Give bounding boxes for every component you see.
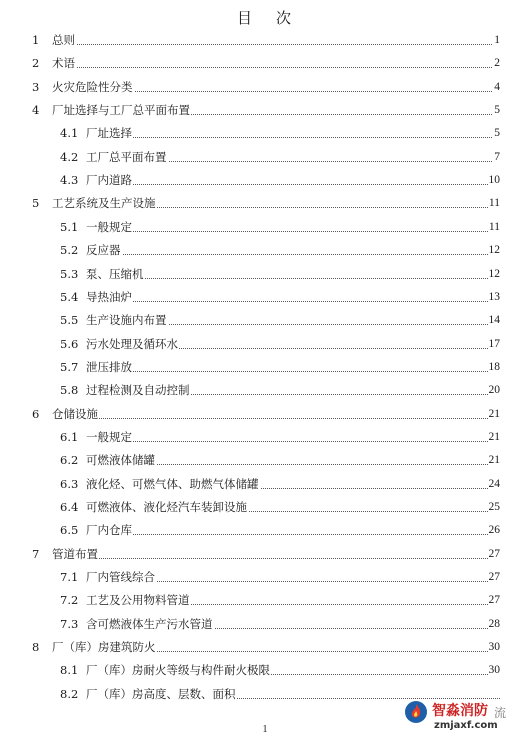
toc-entry-label: 泵、压缩机 bbox=[86, 264, 145, 284]
toc-entry-label: 术语 bbox=[52, 53, 76, 73]
toc-entry[interactable] bbox=[0, 474, 530, 494]
toc-entry[interactable] bbox=[0, 77, 530, 97]
toc-entry[interactable] bbox=[0, 100, 530, 120]
toc-entry-label: 厂内道路 bbox=[86, 170, 133, 190]
toc-entry-number: 5 bbox=[32, 196, 40, 211]
toc-entry-number: 4.3 bbox=[60, 173, 79, 188]
toc-entry-number: 4.2 bbox=[60, 149, 79, 164]
toc-entry[interactable] bbox=[0, 567, 530, 587]
toc-entry[interactable] bbox=[0, 357, 530, 377]
toc-entry-label: 总则 bbox=[52, 30, 76, 50]
toc-entry-number: 8.2 bbox=[60, 686, 79, 701]
toc-entry-label: 一般规定 bbox=[86, 217, 133, 237]
toc-entry-page: 25 bbox=[488, 497, 501, 517]
toc-entry[interactable] bbox=[0, 147, 530, 167]
title-part-2: 次 bbox=[276, 9, 294, 27]
toc-leader-dots bbox=[86, 534, 500, 535]
toc-leader-dots bbox=[86, 137, 500, 138]
toc-entry-number: 5.7 bbox=[60, 359, 79, 374]
toc-entry-page: 11 bbox=[488, 217, 500, 237]
toc-entry-number: 4 bbox=[32, 103, 40, 118]
toc-entry[interactable] bbox=[0, 637, 530, 657]
toc-entry-page: 7 bbox=[493, 147, 500, 167]
toc-entry-label: 厂址选择 bbox=[86, 123, 133, 143]
toc-entry-page: 20 bbox=[488, 380, 501, 400]
toc-leader-dots bbox=[86, 278, 500, 279]
toc-entry-page: 28 bbox=[488, 614, 501, 634]
page-title bbox=[0, 7, 530, 28]
toc-entry[interactable] bbox=[0, 264, 530, 284]
toc-entry-page: 26 bbox=[488, 520, 501, 540]
toc-entry[interactable] bbox=[0, 660, 530, 680]
toc-entry-page: 13 bbox=[488, 287, 501, 307]
toc-entry-label: 管道布置 bbox=[52, 544, 99, 564]
toc-entry-number: 6.3 bbox=[60, 476, 79, 491]
toc-entry-page: 21 bbox=[488, 427, 501, 447]
toc-entry-number: 5.5 bbox=[60, 313, 79, 328]
toc-entry-label: 厂（库）房耐火等级与构件耐火极限 bbox=[86, 660, 271, 680]
toc-entry-label: 厂（库）房高度、层数、面积 bbox=[86, 684, 237, 704]
toc-entry-number: 8.1 bbox=[60, 663, 79, 678]
toc-leader-dots bbox=[86, 371, 500, 372]
toc-entry-page: 5 bbox=[493, 123, 500, 143]
toc-entry[interactable] bbox=[0, 404, 530, 424]
toc-leader-dots bbox=[86, 231, 500, 232]
toc-entry-number: 3 bbox=[32, 79, 40, 94]
title-part-1: 目 bbox=[236, 9, 254, 27]
toc-entry-label: 工艺及公用物料管道 bbox=[86, 590, 191, 610]
watermark-tail: 流 bbox=[494, 706, 507, 720]
toc-entry-number: 4.1 bbox=[60, 126, 79, 141]
toc-entry-label: 导热油炉 bbox=[86, 287, 133, 307]
toc-entry[interactable] bbox=[0, 287, 530, 307]
toc-leader-dots bbox=[86, 301, 500, 302]
toc-entry[interactable] bbox=[0, 170, 530, 190]
toc-entry-page: 12 bbox=[488, 264, 501, 284]
toc-entry[interactable] bbox=[0, 520, 530, 540]
toc-entry[interactable] bbox=[0, 427, 530, 447]
toc-entry-number: 7.1 bbox=[60, 570, 79, 585]
toc-entry-label: 火灾危险性分类 bbox=[52, 77, 134, 97]
toc-entry-label: 工艺系统及生产设施 bbox=[52, 193, 157, 213]
toc-entry-page: 17 bbox=[488, 334, 501, 354]
watermark bbox=[404, 698, 524, 738]
toc-entry-label: 生产设施内布置 bbox=[86, 310, 168, 330]
toc-entry-page: 24 bbox=[488, 474, 501, 494]
toc-leader-dots bbox=[52, 44, 500, 45]
page-number: 1 bbox=[262, 724, 268, 735]
toc-entry[interactable] bbox=[0, 450, 530, 470]
toc-entry-label: 反应器 bbox=[86, 240, 122, 260]
toc-entry[interactable] bbox=[0, 123, 530, 143]
toc-entry-page: 2 bbox=[493, 53, 500, 73]
toc-entry[interactable] bbox=[0, 217, 530, 237]
toc-entry-number: 7.2 bbox=[60, 593, 79, 608]
toc-entry-label: 厂内管线综合 bbox=[86, 567, 156, 587]
toc-entry[interactable] bbox=[0, 614, 530, 634]
toc-entry-label: 污水处理及循环水 bbox=[86, 334, 179, 354]
toc-entry-label: 泄压排放 bbox=[86, 357, 133, 377]
toc-entry-number: 5.3 bbox=[60, 266, 79, 281]
toc-entry-page: 14 bbox=[488, 310, 501, 330]
toc-entry-page: 18 bbox=[488, 357, 501, 377]
toc-entry-label: 过程检测及自动控制 bbox=[86, 380, 191, 400]
toc-entry-number: 8 bbox=[32, 640, 40, 655]
toc-entry-label: 仓储设施 bbox=[52, 404, 99, 424]
toc-entry-label: 可燃液体、液化烃汽车装卸设施 bbox=[86, 497, 248, 517]
toc-entry-number: 6.1 bbox=[60, 429, 79, 444]
watermark-name: 智淼消防 bbox=[432, 703, 488, 719]
toc-entry[interactable] bbox=[0, 30, 530, 50]
toc-entry[interactable] bbox=[0, 240, 530, 260]
toc-entry-label: 厂址选择与工厂总平面布置 bbox=[52, 100, 191, 120]
toc-entry[interactable] bbox=[0, 497, 530, 517]
toc-entry-number: 5.4 bbox=[60, 289, 79, 304]
toc-entry-page: 30 bbox=[488, 660, 501, 680]
toc-entry[interactable] bbox=[0, 544, 530, 564]
toc-leader-dots bbox=[52, 418, 500, 419]
toc-entry-label: 液化烃、可燃气体、助燃气体储罐 bbox=[86, 474, 260, 494]
toc-entry-page: 30 bbox=[488, 637, 501, 657]
toc-entry-number: 6.4 bbox=[60, 500, 79, 514]
toc-entry-number: 7.3 bbox=[60, 616, 79, 631]
toc-entry-page: 1 bbox=[493, 30, 500, 50]
toc-entry-number: 6 bbox=[32, 406, 40, 421]
toc-entry-page: 10 bbox=[488, 170, 501, 190]
toc-entry-number: 2 bbox=[32, 56, 40, 71]
toc-entry-page: 12 bbox=[488, 240, 501, 260]
toc-entry-number: 5.6 bbox=[60, 336, 79, 351]
toc-entry-label: 含可燃液体生产污水管道 bbox=[86, 614, 214, 634]
toc-entry-number: 6.2 bbox=[60, 453, 79, 468]
toc-entry[interactable] bbox=[0, 53, 530, 73]
toc-entry-page: 27 bbox=[488, 590, 501, 610]
toc-entry[interactable] bbox=[0, 380, 530, 400]
toc-entry[interactable] bbox=[0, 193, 530, 213]
toc-entry-number: 5.8 bbox=[60, 383, 79, 398]
toc-entry-page: 21 bbox=[488, 404, 501, 424]
toc-entry-number: 7 bbox=[32, 546, 40, 561]
toc-entry-page: 4 bbox=[493, 77, 500, 97]
toc-entry-number: 5.2 bbox=[60, 243, 79, 258]
toc-entry[interactable] bbox=[0, 334, 530, 354]
toc-leader-dots bbox=[86, 254, 500, 255]
toc-entry-number: 5.1 bbox=[60, 219, 79, 234]
toc-entry-page: 27 bbox=[488, 544, 501, 564]
toc-entry-label: 工厂总平面布置 bbox=[86, 147, 168, 167]
toc-entry[interactable] bbox=[0, 310, 530, 330]
toc-entry-page: 21 bbox=[488, 450, 501, 470]
toc-entry[interactable] bbox=[0, 590, 530, 610]
toc-entry-number: 1 bbox=[32, 33, 40, 47]
watermark-url: zmjaxf.com bbox=[434, 720, 498, 731]
flame-logo-icon bbox=[404, 700, 428, 724]
toc-entry-page: 27 bbox=[488, 567, 501, 587]
toc-entry-number: 6.5 bbox=[60, 523, 79, 538]
toc-entry-label: 可燃液体储罐 bbox=[86, 450, 156, 470]
toc-entry-page: 11 bbox=[488, 193, 500, 213]
toc-leader-dots bbox=[86, 441, 500, 442]
toc-entry-label: 厂（库）房建筑防火 bbox=[52, 637, 157, 657]
toc-leader-dots bbox=[52, 558, 500, 559]
toc-entry-page: 5 bbox=[493, 100, 500, 120]
toc-leader-dots bbox=[52, 67, 500, 68]
toc-entry-label: 厂内仓库 bbox=[86, 520, 133, 540]
toc-leader-dots bbox=[86, 184, 500, 185]
toc-entry-label: 一般规定 bbox=[86, 427, 133, 447]
